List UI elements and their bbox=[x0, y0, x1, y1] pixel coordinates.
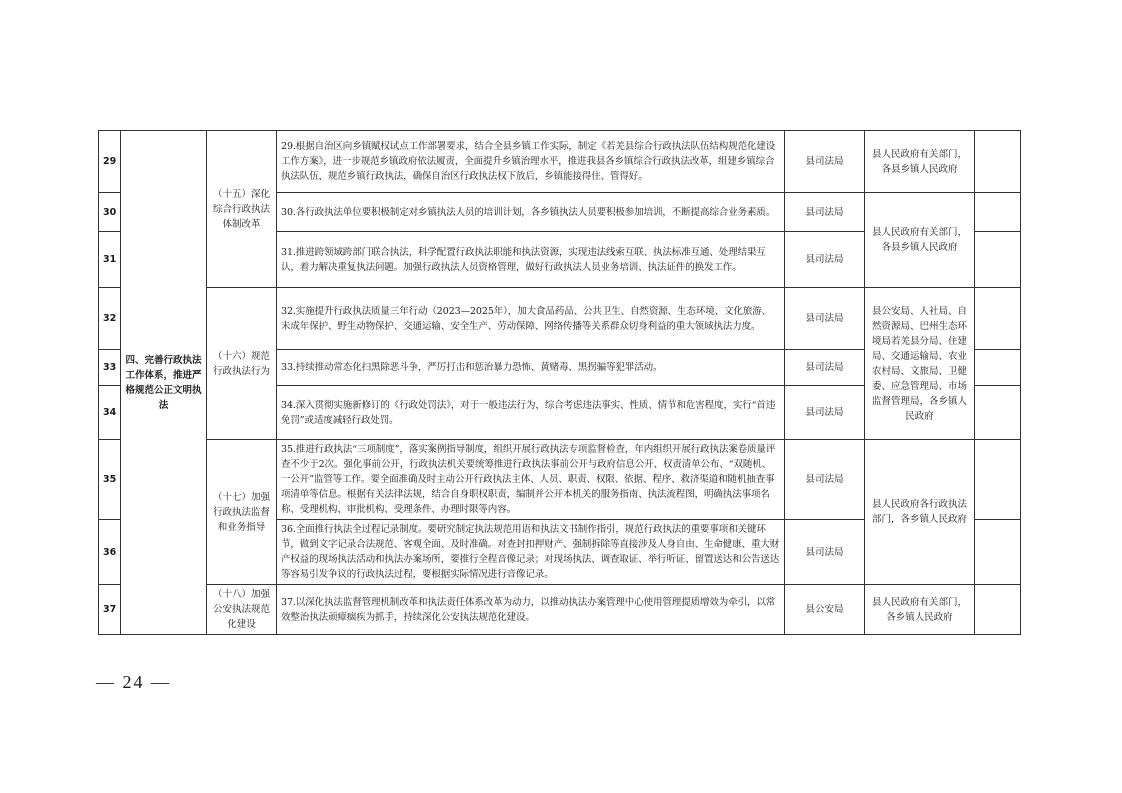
subtask-cell: （十五）深化综合行政执法体制改革 bbox=[207, 131, 277, 288]
note-cell bbox=[975, 440, 1021, 520]
task-cell: 31.推进跨领域跨部门联合执法，科学配置行政执法职能和执法资源，实现违法线索互联、执法标准互通、处理结果互认，着力解决重复执法问题。加强行政执法人员资格管理，做好行政执法人员业务培训、执法证件的换发工作。 bbox=[277, 232, 785, 288]
note-cell bbox=[975, 288, 1021, 350]
note-cell bbox=[975, 520, 1021, 585]
subtask-cell: （十八）加强公安执法规范化建设 bbox=[207, 585, 277, 635]
lead-unit-cell: 县司法局 bbox=[785, 440, 865, 520]
cooperating-unit-cell: 县人民政府有关部门，各县乡镇人民政府 bbox=[865, 131, 975, 193]
row-number: 29 bbox=[99, 131, 121, 193]
row-number: 32 bbox=[99, 288, 121, 350]
row-number: 35 bbox=[99, 440, 121, 520]
task-cell: 36.全面推行执法全过程记录制度。要研究制定执法规范用语和执法文书制作指引，规范行政执法的重要事项和关键环节，做到文字记录合法规范、客观全面、及时准确。对查封扣押财产、强制拆除等直接涉及人身自由、生命健康、重大财产权益的现场执法活动和执法办案场所，要推行全程音像记录；对现场执法、调查取证、举行听证、留置送达和公告送达等容易引发争议的行政执法过程，要根据实际情况进行音像记录。 bbox=[277, 520, 785, 585]
task-cell: 33.持续推动常态化扫黑除恶斗争，严厉打击和惩治暴力恐怖、黄赌毒、黑拐骗等犯罪活动。 bbox=[277, 350, 785, 386]
note-cell bbox=[975, 386, 1021, 440]
task-cell: 30.各行政执法单位要积极制定对乡镇执法人员的培训计划，各乡镇执法人员要积极参加培训，不断提高综合业务素质。 bbox=[277, 193, 785, 232]
row-number: 33 bbox=[99, 350, 121, 386]
note-cell bbox=[975, 193, 1021, 232]
row-number: 31 bbox=[99, 232, 121, 288]
note-cell bbox=[975, 232, 1021, 288]
lead-unit-cell: 县司法局 bbox=[785, 386, 865, 440]
cooperating-unit-cell: 县公安局、人社局、自然资源局、巴州生态环境局若羌县分局、住建局、交通运输局、农业农村局、文旅局、卫健委、应急管理局、市场监督管理局，各乡镇人民政府 bbox=[865, 288, 975, 440]
task-cell: 29.根据自治区向乡镇赋权试点工作部署要求，结合全县乡镇工作实际，制定《若羌县综合行政执法队伍结构规范化建设工作方案》，进一步规范乡镇政府依法履责，全面提升乡镇治理水平，推进我县各乡镇综合行政执法改革，组建乡镇综合执法队伍，规范乡镇行政执法，确保自治区行政执法权下放后，乡镇能接得住、管得好。 bbox=[277, 131, 785, 193]
subtask-cell: （十七）加强行政执法监督和业务指导 bbox=[207, 440, 277, 585]
task-table bbox=[98, 130, 1021, 635]
table-row bbox=[99, 440, 1021, 520]
lead-unit-cell: 县司法局 bbox=[785, 193, 865, 232]
subtask-cell: （十六）规范行政执法行为 bbox=[207, 288, 277, 440]
cooperating-unit-cell: 县人民政府有关部门，各乡镇人民政府 bbox=[865, 585, 975, 635]
lead-unit-cell: 县司法局 bbox=[785, 350, 865, 386]
lead-unit-cell: 县司法局 bbox=[785, 232, 865, 288]
task-cell: 35.推进行政执法“三项制度”，落实案例指导制度，组织开展行政执法专项监督检查，年内组织开展行政执法案卷质量评查不少于2次。强化事前公开，行政执法机关要统筹推进行政执法事前公开与政府信息公开、权责清单公布、“双随机、一公开”监管等工作。要全面准确及时主动公开行政执法主体、人员、职责、权限、依据、程序、救济渠道和随机抽查事项清单等信息。根据有关法律法规，结合自身职权职责，编制并公开本机关的服务指南、执法流程图，明确执法事项名称、受理机构、审批机构、受理条件、办理时限等内容。 bbox=[277, 440, 785, 520]
lead-unit-cell: 县司法局 bbox=[785, 520, 865, 585]
table-row bbox=[99, 288, 1021, 350]
cooperating-unit-cell: 县人民政府有关部门，各县乡镇人民政府 bbox=[865, 193, 975, 288]
lead-unit-cell: 县司法局 bbox=[785, 288, 865, 350]
category-cell: 四、完善行政执法工作体系，推进严格规范公正文明执法 bbox=[121, 131, 207, 635]
cooperating-unit-cell: 县人民政府各行政执法部门，各乡镇人民政府 bbox=[865, 440, 975, 585]
table-row bbox=[99, 131, 1021, 193]
task-cell: 37.以深化执法监督管理机制改革和执法责任体系改革为动力，以推动执法办案管理中心使用管理提质增效为牵引，以常效整治执法顽瘴痼疾为抓手，持续深化公安执法规范化建设。 bbox=[277, 585, 785, 635]
note-cell bbox=[975, 585, 1021, 635]
row-number: 34 bbox=[99, 386, 121, 440]
note-cell bbox=[975, 131, 1021, 193]
table-row bbox=[99, 585, 1021, 635]
task-cell: 34.深入贯彻实施新修订的《行政处罚法》，对于一般违法行为，综合考虑违法事实、性质、情节和危害程度，实行“首违免罚”或适度减轻行政处罚。 bbox=[277, 386, 785, 440]
page-number: — 24 — bbox=[96, 672, 171, 692]
row-number: 30 bbox=[99, 193, 121, 232]
row-number: 37 bbox=[99, 585, 121, 635]
note-cell bbox=[975, 350, 1021, 386]
lead-unit-cell: 县公安局 bbox=[785, 585, 865, 635]
lead-unit-cell: 县司法局 bbox=[785, 131, 865, 193]
row-number: 36 bbox=[99, 520, 121, 585]
task-cell: 32.实施提升行政执法质量三年行动（2023—2025年），加大食品药品、公共卫生、自然资源、生态环境、文化旅游、未成年保护、野生动物保护、交通运输、安全生产、劳动保障、网络传播等关系群众切身利益的重大领域执法力度。 bbox=[277, 288, 785, 350]
